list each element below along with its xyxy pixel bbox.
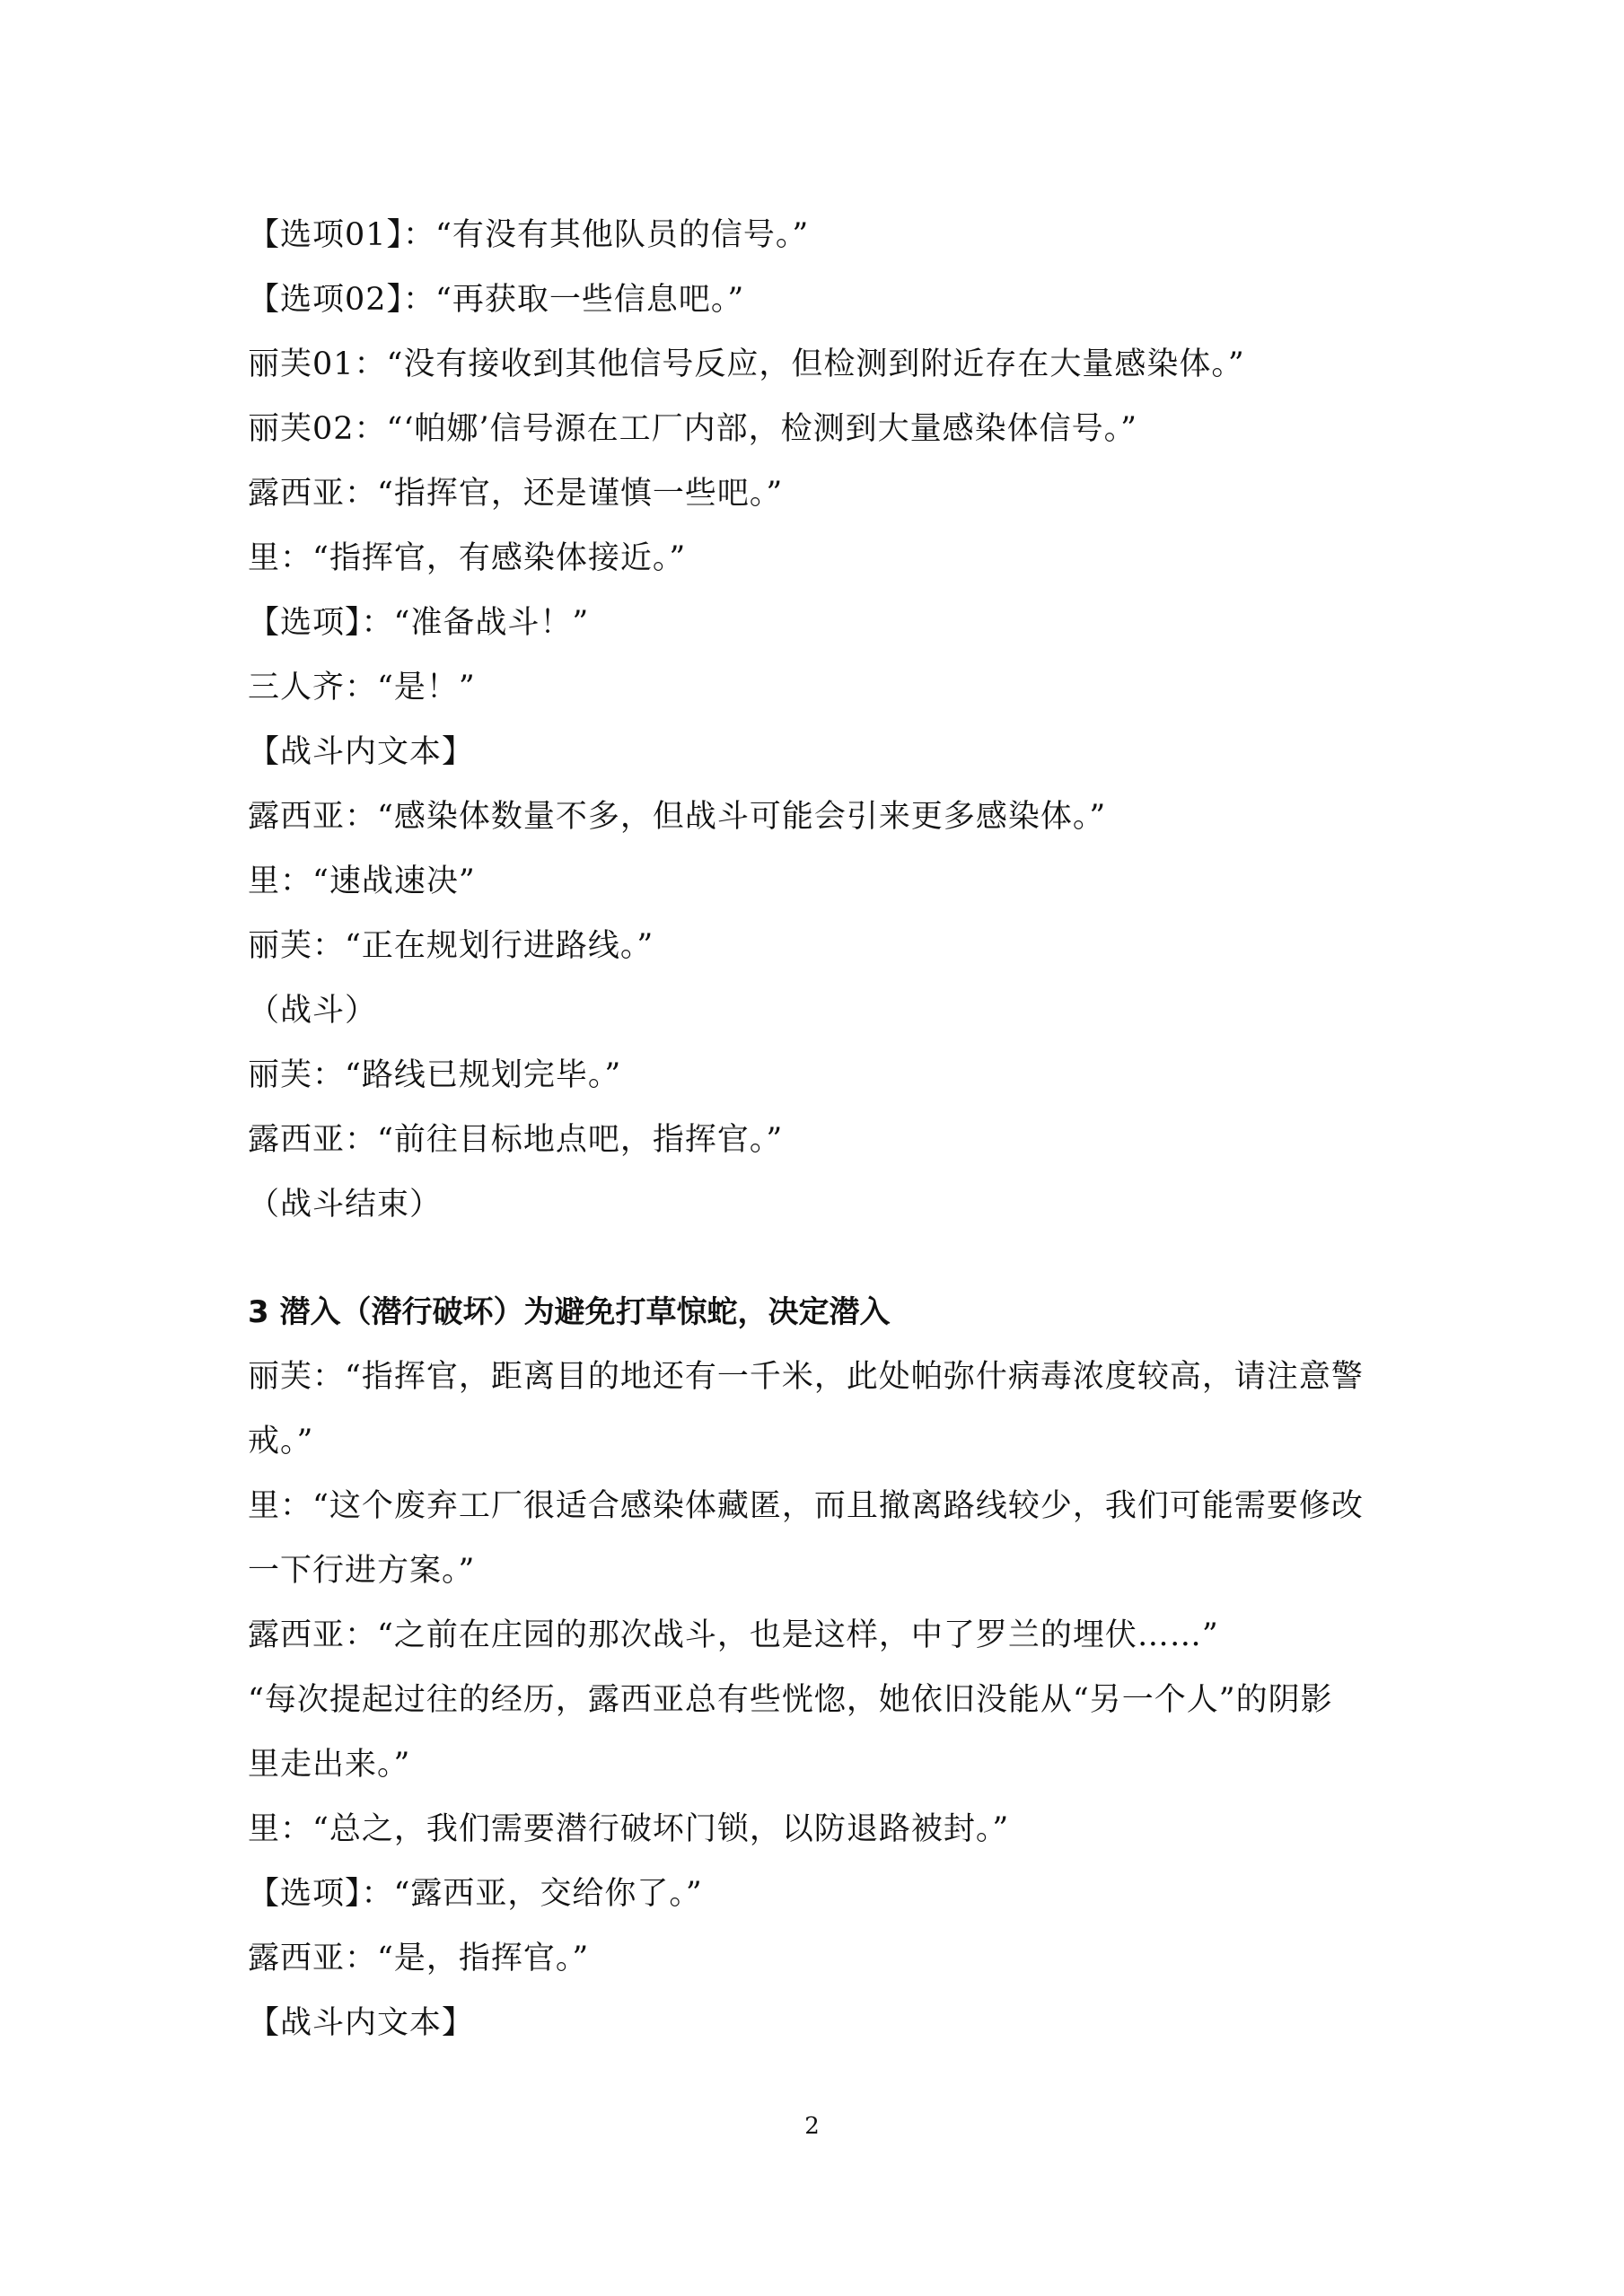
liv-01-line: 丽芙01：“没有接收到其他信号反应，但检测到附近存在大量感染体。” <box>248 346 1245 382</box>
option-leave-to-lucia-line: 【选项】：“露西亚，交给你了。” <box>248 1876 703 1912</box>
paragraph-line: 一下行进方案。” <box>248 1553 476 1589</box>
page-content <box>248 203 1397 2055</box>
battle-marker: （战斗） <box>248 993 378 1029</box>
lee-factory-paragraph <box>248 1474 1397 1603</box>
lucia-caution-line: 露西亚：“指挥官，还是谨慎一些吧。” <box>248 476 784 512</box>
paragraph-line: “每次提起过往的经历，露西亚总有些恍惚，她依旧没能从“另一个人”的阴影 <box>248 1682 1333 1718</box>
battle-text-label: 【战斗内文本】 <box>248 734 475 770</box>
liv-route-done-line: 丽芙：“路线已规划完毕。” <box>248 1057 622 1093</box>
paragraph-line: 里走出来。” <box>248 1747 411 1783</box>
option-prepare-battle-line: 【选项】：“准备战斗！” <box>248 605 590 641</box>
paragraph-line: 里：“这个废弃工厂很适合感染体藏匿，而且撤离路线较少，我们可能需要修改 <box>248 1488 1364 1524</box>
page-number: 2 <box>804 2113 820 2140</box>
lee-infected-approach-line: 里：“指挥官，有感染体接近。” <box>248 540 687 576</box>
liv-virus-warning-paragraph <box>248 1345 1397 1474</box>
option-01-line: 【选项01】：“有没有其他队员的信号。” <box>248 217 810 253</box>
lucia-manor-line: 露西亚：“之前在庄园的那次战斗，也是这样，中了罗兰的埋伏……” <box>248 1617 1219 1653</box>
paragraph-line: 丽芙：“指挥官，距离目的地还有一千米，此处帕弥什病毒浓度较高，请注意警 <box>248 1359 1364 1395</box>
liv-02-line: 丽芙02：“‘帕娜’信号源在工厂内部，检测到大量感染体信号。” <box>248 411 1138 447</box>
battle-end-marker: （战斗结束） <box>248 1187 443 1222</box>
lucia-yes-line: 露西亚：“是，指挥官。” <box>248 1941 590 1976</box>
lee-stealth-line: 里：“总之，我们需要潜行破坏门锁，以防退路被封。” <box>248 1811 1010 1847</box>
section-heading: 3 潜入（潜行破坏）为避免打草惊蛇，决定潜入 <box>248 1294 891 1330</box>
lucia-go-target-line: 露西亚：“前往目标地点吧，指挥官。” <box>248 1122 784 1158</box>
lee-quick-battle-line: 里：“速战速决” <box>248 863 476 899</box>
liv-planning-route-line: 丽芙：“正在规划行进路线。” <box>248 928 654 964</box>
battle-text-label-2: 【战斗内文本】 <box>248 2005 475 2041</box>
three-together-line: 三人齐：“是！” <box>248 670 476 705</box>
narration-paragraph <box>248 1668 1397 1797</box>
lucia-infected-count-line: 露西亚：“感染体数量不多，但战斗可能会引来更多感染体。” <box>248 799 1107 835</box>
paragraph-line: 戒。” <box>248 1424 314 1459</box>
option-02-line: 【选项02】：“再获取一些信息吧。” <box>248 282 745 318</box>
